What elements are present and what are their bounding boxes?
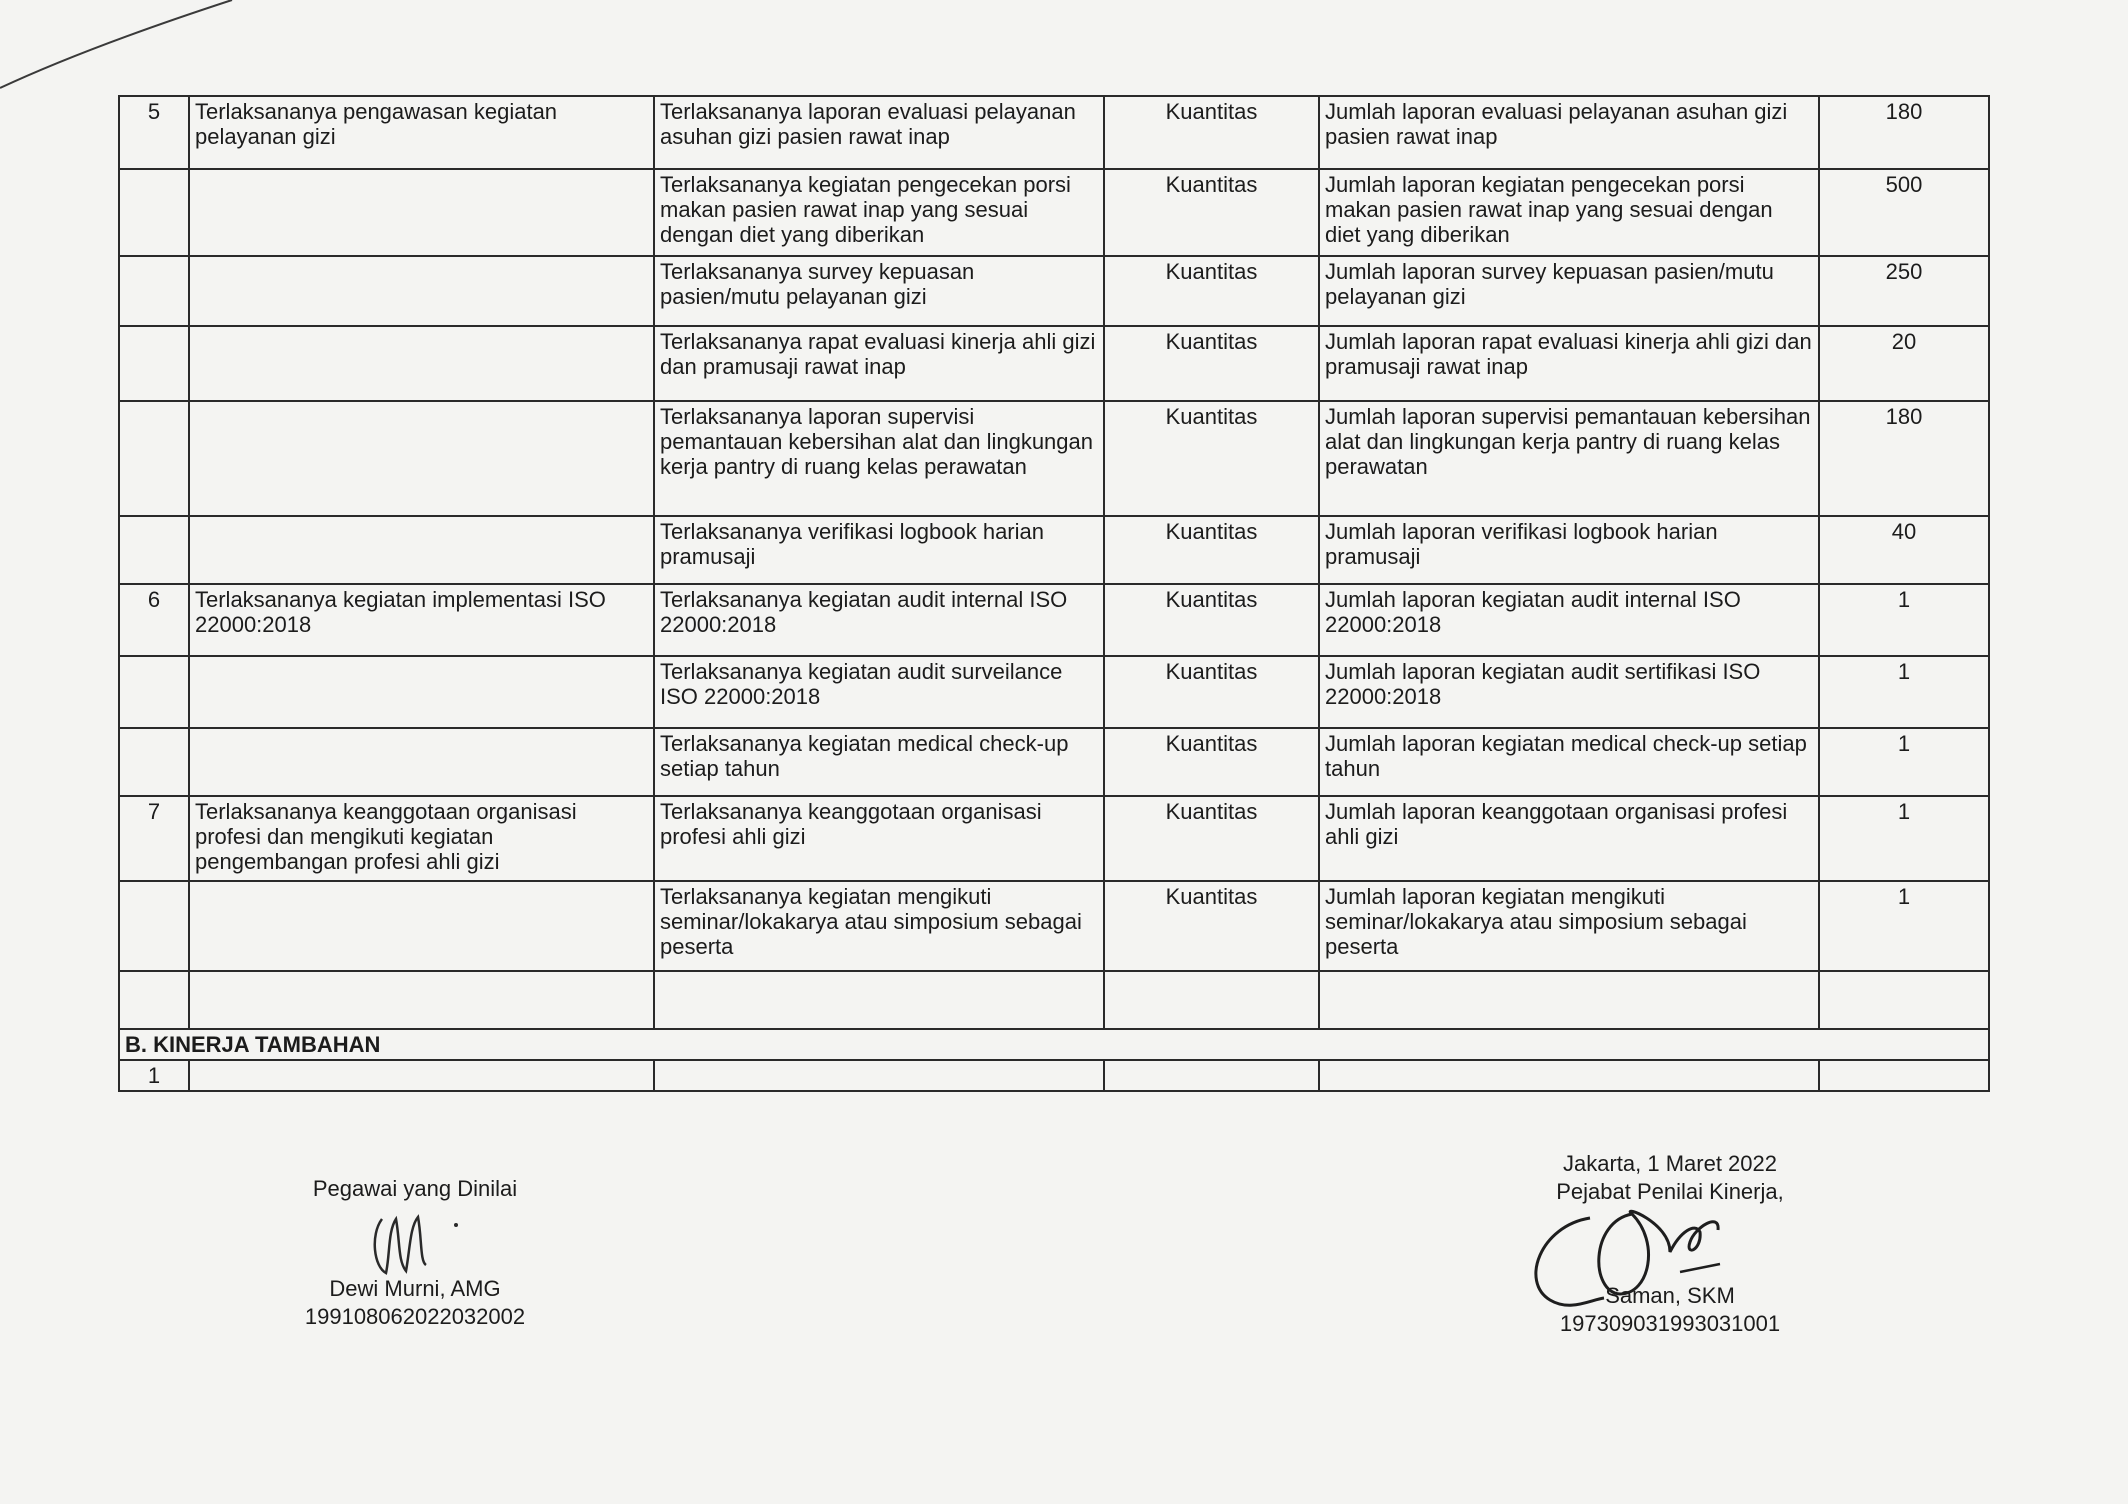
indikator-cell: Jumlah laporan kegiatan medical check-up setiap tahun (1319, 728, 1819, 796)
rhk-cell (189, 656, 654, 728)
table-row (119, 728, 1989, 796)
rencana-aksi-cell: Terlaksananya kegiatan pengecekan porsi makan pasien rawat inap yang sesuai dengan diet yang diberikan (654, 169, 1104, 256)
employee-signature-image (360, 1205, 480, 1277)
rencana-aksi-cell: Terlaksananya verifikasi logbook harian pramusaji (654, 516, 1104, 584)
indikator-cell (1319, 971, 1819, 1029)
table-row (119, 656, 1989, 728)
table-row (119, 169, 1989, 256)
indikator-cell (1319, 1060, 1819, 1091)
aspek-cell: Kuantitas (1104, 169, 1319, 256)
aspek-cell: Kuantitas (1104, 584, 1319, 656)
signature-block-assessor (1490, 1150, 1850, 1338)
rhk-cell: Terlaksananya kegiatan implementasi ISO 22000:2018 (189, 584, 654, 656)
row-number: 6 (119, 584, 189, 656)
target-cell (1819, 1060, 1989, 1091)
aspek-cell (1104, 971, 1319, 1029)
row-number (119, 326, 189, 401)
table-row (119, 326, 1989, 401)
rencana-aksi-cell: Terlaksananya kegiatan audit surveilance ISO 22000:2018 (654, 656, 1104, 728)
rhk-cell (189, 881, 654, 971)
rhk-cell (189, 971, 654, 1029)
employee-signature-space (250, 1203, 580, 1275)
aspek-cell: Kuantitas (1104, 401, 1319, 516)
target-cell: 20 (1819, 326, 1989, 401)
indikator-cell: Jumlah laporan kegiatan audit sertifikasi ISO 22000:2018 (1319, 656, 1819, 728)
table-row (119, 584, 1989, 656)
row-number (119, 516, 189, 584)
indikator-cell: Jumlah laporan kegiatan mengikuti seminar/lokakarya atau simposium sebagai peserta (1319, 881, 1819, 971)
target-cell: 1 (1819, 656, 1989, 728)
rencana-aksi-cell: Terlaksananya laporan evaluasi pelayanan asuhan gizi pasien rawat inap (654, 96, 1104, 169)
assessor-nip: 197309031993031001 (1559, 1311, 1781, 1336)
table-row (119, 401, 1989, 516)
section-b-header-row (119, 1029, 1989, 1060)
rencana-aksi-cell: Terlaksananya laporan supervisi pemantauan kebersihan alat dan lingkungan kerja pantry di ruang kelas perawatan (654, 401, 1104, 516)
row-number: 1 (119, 1060, 189, 1091)
rencana-aksi-cell: Terlaksananya kegiatan audit internal ISO 22000:2018 (654, 584, 1104, 656)
table-row (119, 971, 1989, 1029)
aspek-cell: Kuantitas (1104, 96, 1319, 169)
section-b-row (119, 1060, 1989, 1091)
rhk-cell (189, 326, 654, 401)
row-number (119, 971, 189, 1029)
row-number (119, 169, 189, 256)
indikator-cell: Jumlah laporan survey kepuasan pasien/mutu pelayanan gizi (1319, 256, 1819, 326)
rencana-aksi-cell (654, 1060, 1104, 1091)
table-row (119, 881, 1989, 971)
employee-name: Dewi Murni, AMG (329, 1276, 501, 1301)
rencana-aksi-cell: Terlaksananya keanggotaan organisasi profesi ahli gizi (654, 796, 1104, 881)
target-cell: 1 (1819, 584, 1989, 656)
aspek-cell (1104, 1060, 1319, 1091)
table-row (119, 516, 1989, 584)
rhk-cell (189, 169, 654, 256)
indikator-cell: Jumlah laporan supervisi pemantauan kebersihan alat dan lingkungan kerja pantry di ruang kelas perawatan (1319, 401, 1819, 516)
kinerja-rows (119, 96, 1989, 1091)
target-cell: 250 (1819, 256, 1989, 326)
rencana-aksi-cell: Terlaksananya survey kepuasan pasien/mutu pelayanan gizi (654, 256, 1104, 326)
assessor-name: Saman, SKM (1605, 1283, 1735, 1308)
target-cell: 1 (1819, 796, 1989, 881)
row-number (119, 656, 189, 728)
place-date: Jakarta, 1 Maret 2022 (1562, 1151, 1777, 1176)
rhk-cell (189, 401, 654, 516)
table-row (119, 256, 1989, 326)
indikator-cell: Jumlah laporan kegiatan pengecekan porsi makan pasien rawat inap yang sesuai dengan diet yang diberikan (1319, 169, 1819, 256)
table-row (119, 796, 1989, 881)
rhk-cell (189, 256, 654, 326)
indikator-cell: Jumlah laporan evaluasi pelayanan asuhan gizi pasien rawat inap (1319, 96, 1819, 169)
indikator-cell: Jumlah laporan kegiatan audit internal ISO 22000:2018 (1319, 584, 1819, 656)
section-b-title: B. KINERJA TAMBAHAN (119, 1029, 1989, 1060)
indikator-cell: Jumlah laporan verifikasi logbook harian pramusaji (1319, 516, 1819, 584)
aspek-cell: Kuantitas (1104, 656, 1319, 728)
rencana-aksi-cell (654, 971, 1104, 1029)
rhk-cell (189, 728, 654, 796)
row-number: 7 (119, 796, 189, 881)
rhk-cell (189, 516, 654, 584)
target-cell: 500 (1819, 169, 1989, 256)
assessor-signature-space (1490, 1206, 1850, 1282)
target-cell: 180 (1819, 401, 1989, 516)
rencana-aksi-cell: Terlaksananya kegiatan mengikuti seminar/lokakarya atau simposium sebagai peserta (654, 881, 1104, 971)
table-row (119, 96, 1989, 169)
employee-role: Pegawai yang Dinilai (312, 1176, 518, 1201)
kinerja-table (118, 95, 1990, 1092)
aspek-cell: Kuantitas (1104, 326, 1319, 401)
rencana-aksi-cell: Terlaksananya rapat evaluasi kinerja ahli gizi dan pramusaji rawat inap (654, 326, 1104, 401)
aspek-cell: Kuantitas (1104, 256, 1319, 326)
scan-edge-line (0, 0, 240, 100)
indikator-cell: Jumlah laporan rapat evaluasi kinerja ahli gizi dan pramusaji rawat inap (1319, 326, 1819, 401)
row-number (119, 256, 189, 326)
target-cell: 40 (1819, 516, 1989, 584)
employee-nip: 199108062022032002 (304, 1304, 526, 1329)
target-cell: 1 (1819, 881, 1989, 971)
target-cell (1819, 971, 1989, 1029)
row-number (119, 881, 189, 971)
assessor-signature-image (1520, 1202, 1760, 1312)
row-number (119, 728, 189, 796)
aspek-cell: Kuantitas (1104, 728, 1319, 796)
signature-block-employee (250, 1175, 580, 1331)
assessor-role: Pejabat Penilai Kinerja, (1556, 1179, 1784, 1204)
row-number (119, 401, 189, 516)
target-cell: 180 (1819, 96, 1989, 169)
aspek-cell: Kuantitas (1104, 796, 1319, 881)
target-cell: 1 (1819, 728, 1989, 796)
aspek-cell: Kuantitas (1104, 881, 1319, 971)
aspek-cell: Kuantitas (1104, 516, 1319, 584)
rhk-cell (189, 1060, 654, 1091)
indikator-cell: Jumlah laporan keanggotaan organisasi profesi ahli gizi (1319, 796, 1819, 881)
rhk-cell: Terlaksananya pengawasan kegiatan pelayanan gizi (189, 96, 654, 169)
rhk-cell: Terlaksananya keanggotaan organisasi profesi dan mengikuti kegiatan pengembangan profesi ahli gizi (189, 796, 654, 881)
rencana-aksi-cell: Terlaksananya kegiatan medical check-up setiap tahun (654, 728, 1104, 796)
row-number: 5 (119, 96, 189, 169)
